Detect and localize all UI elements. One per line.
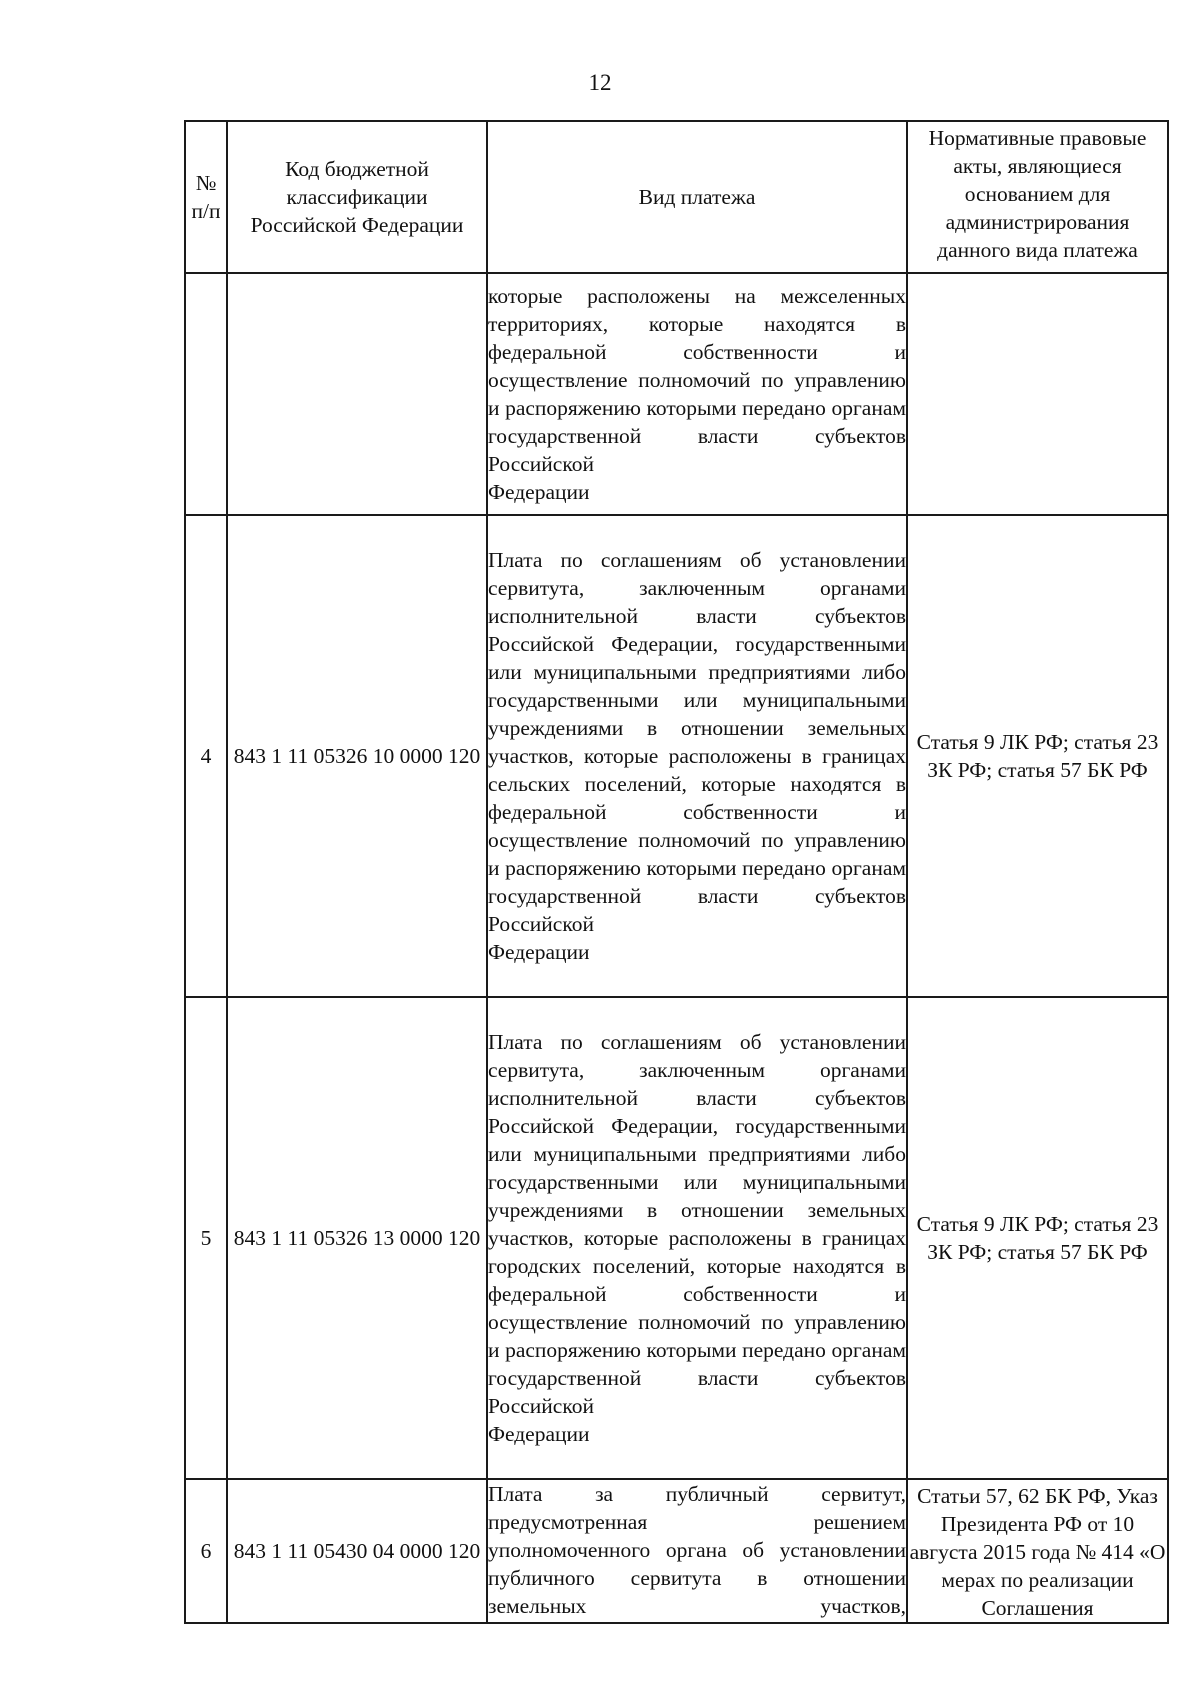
row-number: 6: [185, 1479, 227, 1623]
header-legal-acts: Нормативные правовые акты, являющиеся основанием для администрирования данного вида платежа: [907, 121, 1168, 273]
table-header-row: [185, 121, 1168, 273]
row-budget-code: 843 1 11 05326 10 0000 120: [227, 515, 487, 997]
row-legal-acts: Статья 9 ЛК РФ; статья 23 ЗК РФ; статья 57 БК РФ: [907, 997, 1168, 1479]
header-payment-type: Вид платежа: [487, 121, 907, 273]
payments-table: [184, 120, 1169, 1624]
row-budget-code: 843 1 11 05430 04 0000 120: [227, 1479, 487, 1623]
header-budget-code: Код бюджетной классификации Российской Федерации: [227, 121, 487, 273]
header-number: № п/п: [185, 121, 227, 273]
row-legal-acts: Статьи 57, 62 БК РФ, Указ Президента РФ от 10 августа 2015 года № 414 «О мерах по реализации Соглашения: [907, 1479, 1168, 1623]
table-row: [185, 997, 1168, 1479]
table-row: [185, 1479, 1168, 1623]
row-legal-acts: Статья 9 ЛК РФ; статья 23 ЗК РФ; статья 57 БК РФ: [907, 515, 1168, 997]
payment-type-text: которые расположены на межселенных территориях, которые находятся в федеральной собственности и осуществление полномочий по управлению и распоряжению которыми передано органам государственной власти субъектов Российской: [488, 284, 906, 476]
payment-type-text: Плата за публичный сервитут, предусмотренная решением уполномоченного органа об установлении публичного сервитута в отношении земельных участков,: [488, 1482, 906, 1618]
row-payment-type: [487, 273, 907, 515]
row-payment-type: [487, 515, 907, 997]
row-number: 5: [185, 997, 227, 1479]
payment-type-text: Плата по соглашениям об установлении сервитута, заключенным органами исполнительной власти субъектов Российской Федерации, государственными или муниципальными предприятиями либо государственными или муниципальными учреждениями в отношении земельных участков, которые расположены в границах сельских поселений, которые находятся в федеральной собственности и осуществление полномочий по управлению и распоряжению которыми передано органам государственной власти субъектов Российской: [488, 548, 906, 936]
row-number: 4: [185, 515, 227, 997]
payment-type-text-end: Федерации: [488, 480, 590, 504]
row-legal-acts: [907, 273, 1168, 515]
row-number: [185, 273, 227, 515]
page-number: 12: [588, 70, 612, 95]
table-row: [185, 273, 1168, 515]
payment-type-text: Плата по соглашениям об установлении сервитута, заключенным органами исполнительной власти субъектов Российской Федерации, государственными или муниципальными предприятиями либо государственными или муниципальными учреждениями в отношении земельных участков, которые расположены в границах городских поселений, которые находятся в федеральной собственности и осуществление полномочий по управлению и распоряжению которыми передано органам государственной власти субъектов Российской: [488, 1030, 906, 1418]
table-row: [185, 515, 1168, 997]
payment-type-text-end: Федерации: [488, 1422, 590, 1446]
payment-type-text-end: Федерации: [488, 940, 590, 964]
row-payment-type: [487, 1479, 907, 1623]
row-budget-code: 843 1 11 05326 13 0000 120: [227, 997, 487, 1479]
row-budget-code: [227, 273, 487, 515]
row-payment-type: [487, 997, 907, 1479]
